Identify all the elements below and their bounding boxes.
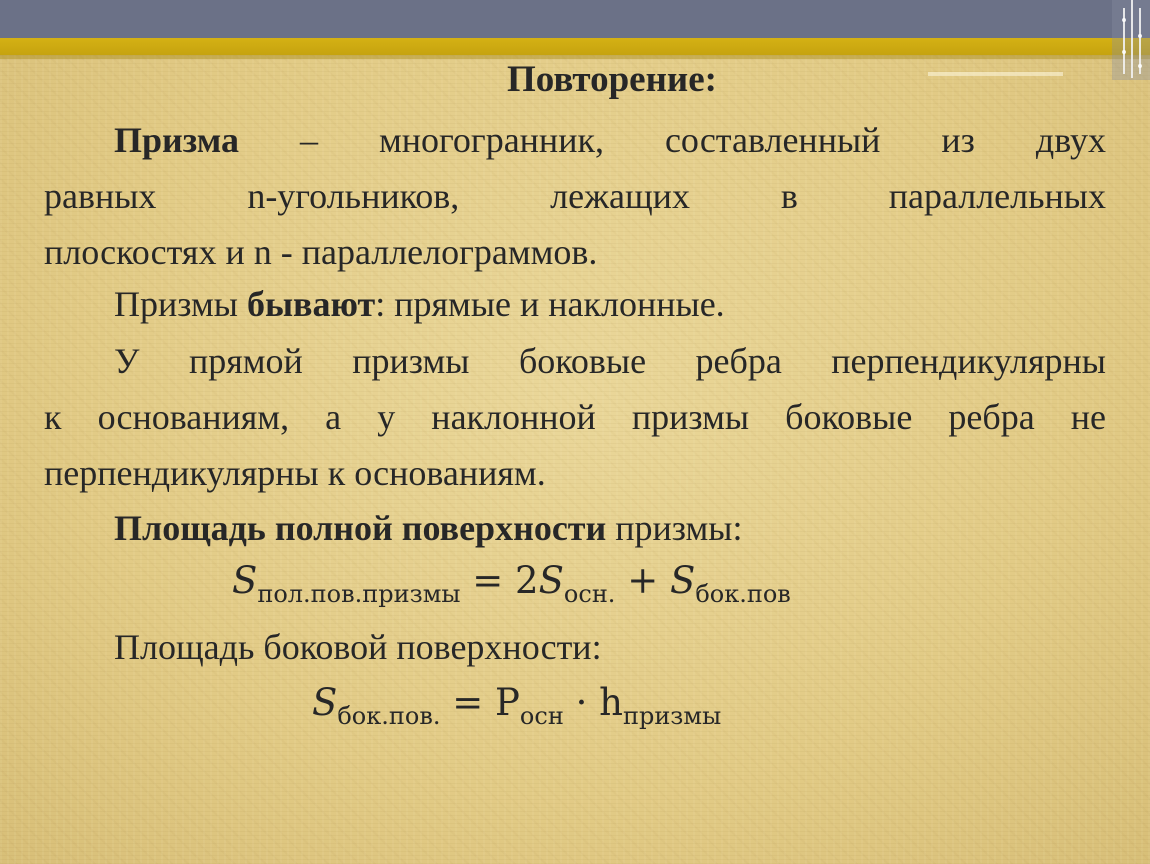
definition-line-1	[44, 112, 1106, 168]
full-surface-bold: Площадь полной поверхности	[114, 508, 607, 548]
lateral-edges-text	[44, 333, 1106, 501]
formula-full-base-sub: осн.	[563, 580, 616, 608]
formula-full-lhs: S	[232, 559, 258, 602]
formula-full-base: S	[538, 559, 564, 602]
formula-lat-height: h	[599, 681, 623, 724]
definition-line-3: плоскостях и n - параллелограммов.	[44, 232, 598, 272]
formula-full-lateral: S	[669, 559, 696, 602]
types-prefix: Призмы	[114, 284, 247, 324]
formula-lat-perimeter: P	[495, 681, 520, 724]
definition-line-2: равных n-угольников, лежащих в параллельных	[44, 176, 1106, 216]
definition-text: – многогранник, составленный из двух	[239, 120, 1106, 160]
formula-full-lateral-sub: бок.пов	[695, 580, 791, 608]
full-surface-suffix: призмы:	[606, 508, 743, 548]
formula-lat-lhs: S	[312, 681, 338, 724]
prism-term: Призма	[114, 120, 239, 160]
formula-lat-eq: =	[440, 681, 496, 724]
prism-definition	[44, 112, 1106, 280]
types-suffix: : прямые и наклонные.	[375, 284, 725, 324]
lateral-surface-formula	[312, 678, 721, 741]
formula-lat-perimeter-sub: осн	[519, 702, 564, 730]
formula-lat-height-sub: призмы	[622, 702, 722, 730]
edges-line-3: перпендикулярны к основаниям.	[44, 453, 546, 493]
header-band	[0, 0, 1150, 38]
header-gold-stripe	[0, 38, 1150, 55]
formula-full-lhs-sub: пол.пов.призмы	[257, 580, 461, 608]
formula-lat-dot: ·	[563, 681, 600, 724]
edges-line-2: к основаниям, а у наклонной призмы боковые ребра не	[44, 397, 1106, 437]
edges-line-1: У прямой призмы боковые ребра перпендикулярны	[114, 341, 1106, 381]
formula-lat-lhs-sub: бок.пов.	[337, 702, 441, 730]
lateral-surface-text: Площадь боковой поверхности:	[114, 627, 602, 667]
slide-title: Повторение:	[507, 59, 717, 100]
formula-full-eq: = 2	[460, 559, 539, 602]
types-bold: бывают	[246, 284, 376, 324]
full-surface-formula	[232, 556, 791, 619]
formula-full-plus: +	[615, 559, 670, 602]
full-surface-heading	[44, 500, 1106, 556]
prism-types	[44, 276, 1106, 332]
lateral-surface-heading	[44, 619, 1106, 675]
